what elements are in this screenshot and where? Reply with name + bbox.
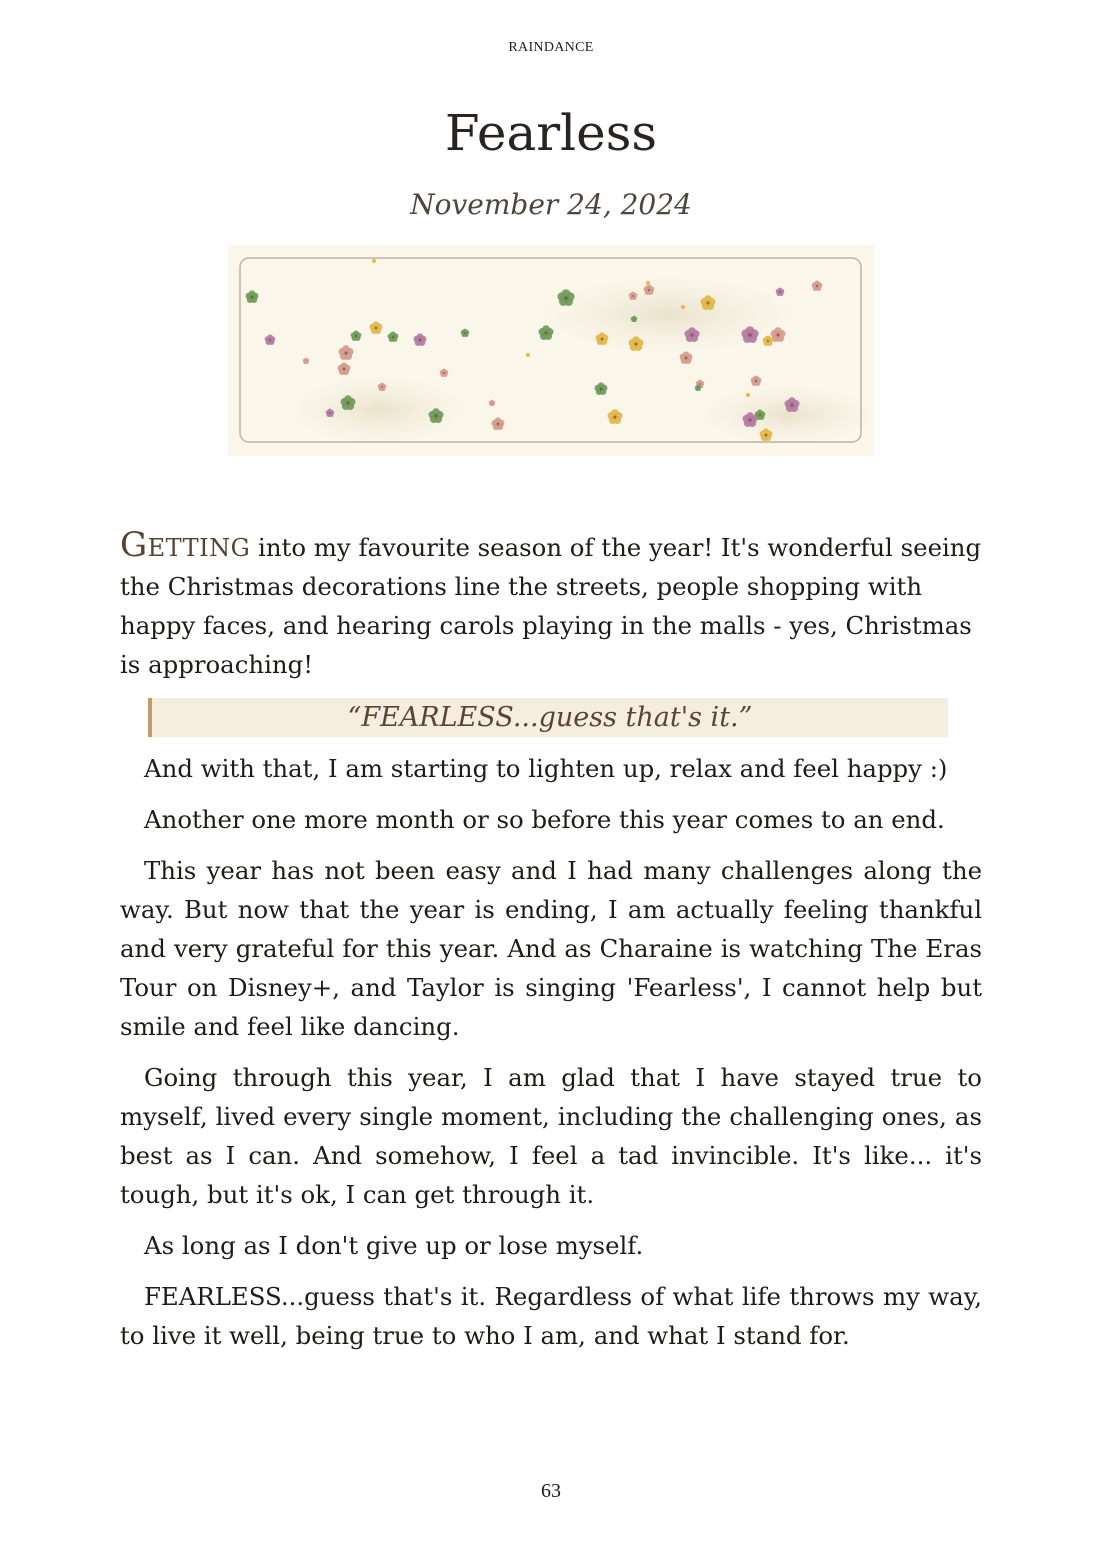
running-head: RAINDANCE bbox=[508, 40, 594, 55]
paragraph: As long as I don't give up or lose myself. bbox=[144, 1231, 644, 1260]
entry-date: November 24, 2024 bbox=[410, 188, 692, 221]
floral-banner-icon bbox=[228, 245, 874, 456]
intro-paragraph bbox=[120, 526, 982, 684]
paragraph: This year has not been easy and I had many challenges along the way. But now that the year is ending, I am actually feeling thankful and very grateful for this year. And as Charaine is watching The Eras Tour on Disney+, and Taylor is singing 'Fearless', I cannot help but smile and feel like dancing. bbox=[120, 856, 982, 1041]
entry-body bbox=[120, 526, 982, 1355]
paragraph: Another one more month or so before this year comes to an end. bbox=[144, 805, 945, 834]
floral-banner bbox=[228, 245, 874, 456]
page-number: 63 bbox=[541, 1480, 561, 1502]
page-title: Fearless bbox=[444, 104, 658, 162]
intro-text: into my favourite season of the year! It's wonderful seeing the Christmas decorations line the streets, people shopping with happy faces, and hearing carols playing in the malls - yes, Christmas is approaching! bbox=[120, 533, 982, 679]
paragraph: FEARLESS...guess that's it. Regardless of what life throws my way, to live it well, being true to who I am, and what I stand for. bbox=[120, 1282, 982, 1350]
paragraph: Going through this year, I am glad that I have stayed true to myself, lived every single moment, including the challenging ones, as best as I can. And somehow, I feel a tad invincible. It's like... it's tough, but it's ok, I can get through it. bbox=[120, 1063, 982, 1209]
lead-word: Getting bbox=[120, 525, 251, 565]
paragraph: And with that, I am starting to lighten up, relax and feel happy :) bbox=[144, 754, 948, 783]
pull-quote: “FEARLESS...guess that's it.” bbox=[148, 698, 948, 737]
